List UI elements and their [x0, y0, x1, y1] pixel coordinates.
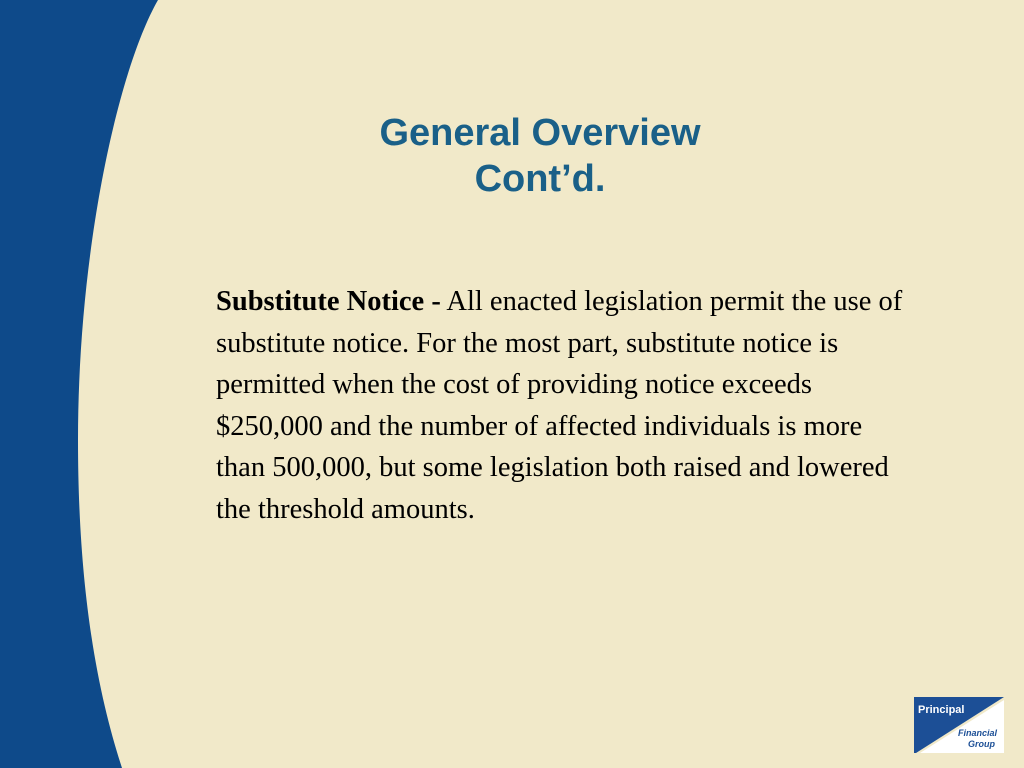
logo-word-principal: Principal	[918, 704, 965, 716]
slide-title	[300, 110, 780, 202]
title-line-1: General Overview	[379, 112, 701, 154]
title-line-2: Cont’d.	[474, 158, 606, 200]
principal-financial-group-logo	[914, 697, 1004, 753]
logo-word-financial-group	[958, 728, 997, 750]
body-rest: All enacted legislation permit the use of substitute notice. For the most part, substitute notice is permitted when the cost of providing notice exceeds $250,000 and the number of affected individuals is more than 500,000, but some legislation both raised and lowered the threshold amounts.	[216, 286, 903, 525]
body-lead: Substitute Notice -	[216, 286, 441, 317]
logo-word-financial: Financial	[958, 728, 998, 738]
body-paragraph	[216, 281, 916, 530]
logo-word-group: Group	[968, 739, 995, 749]
